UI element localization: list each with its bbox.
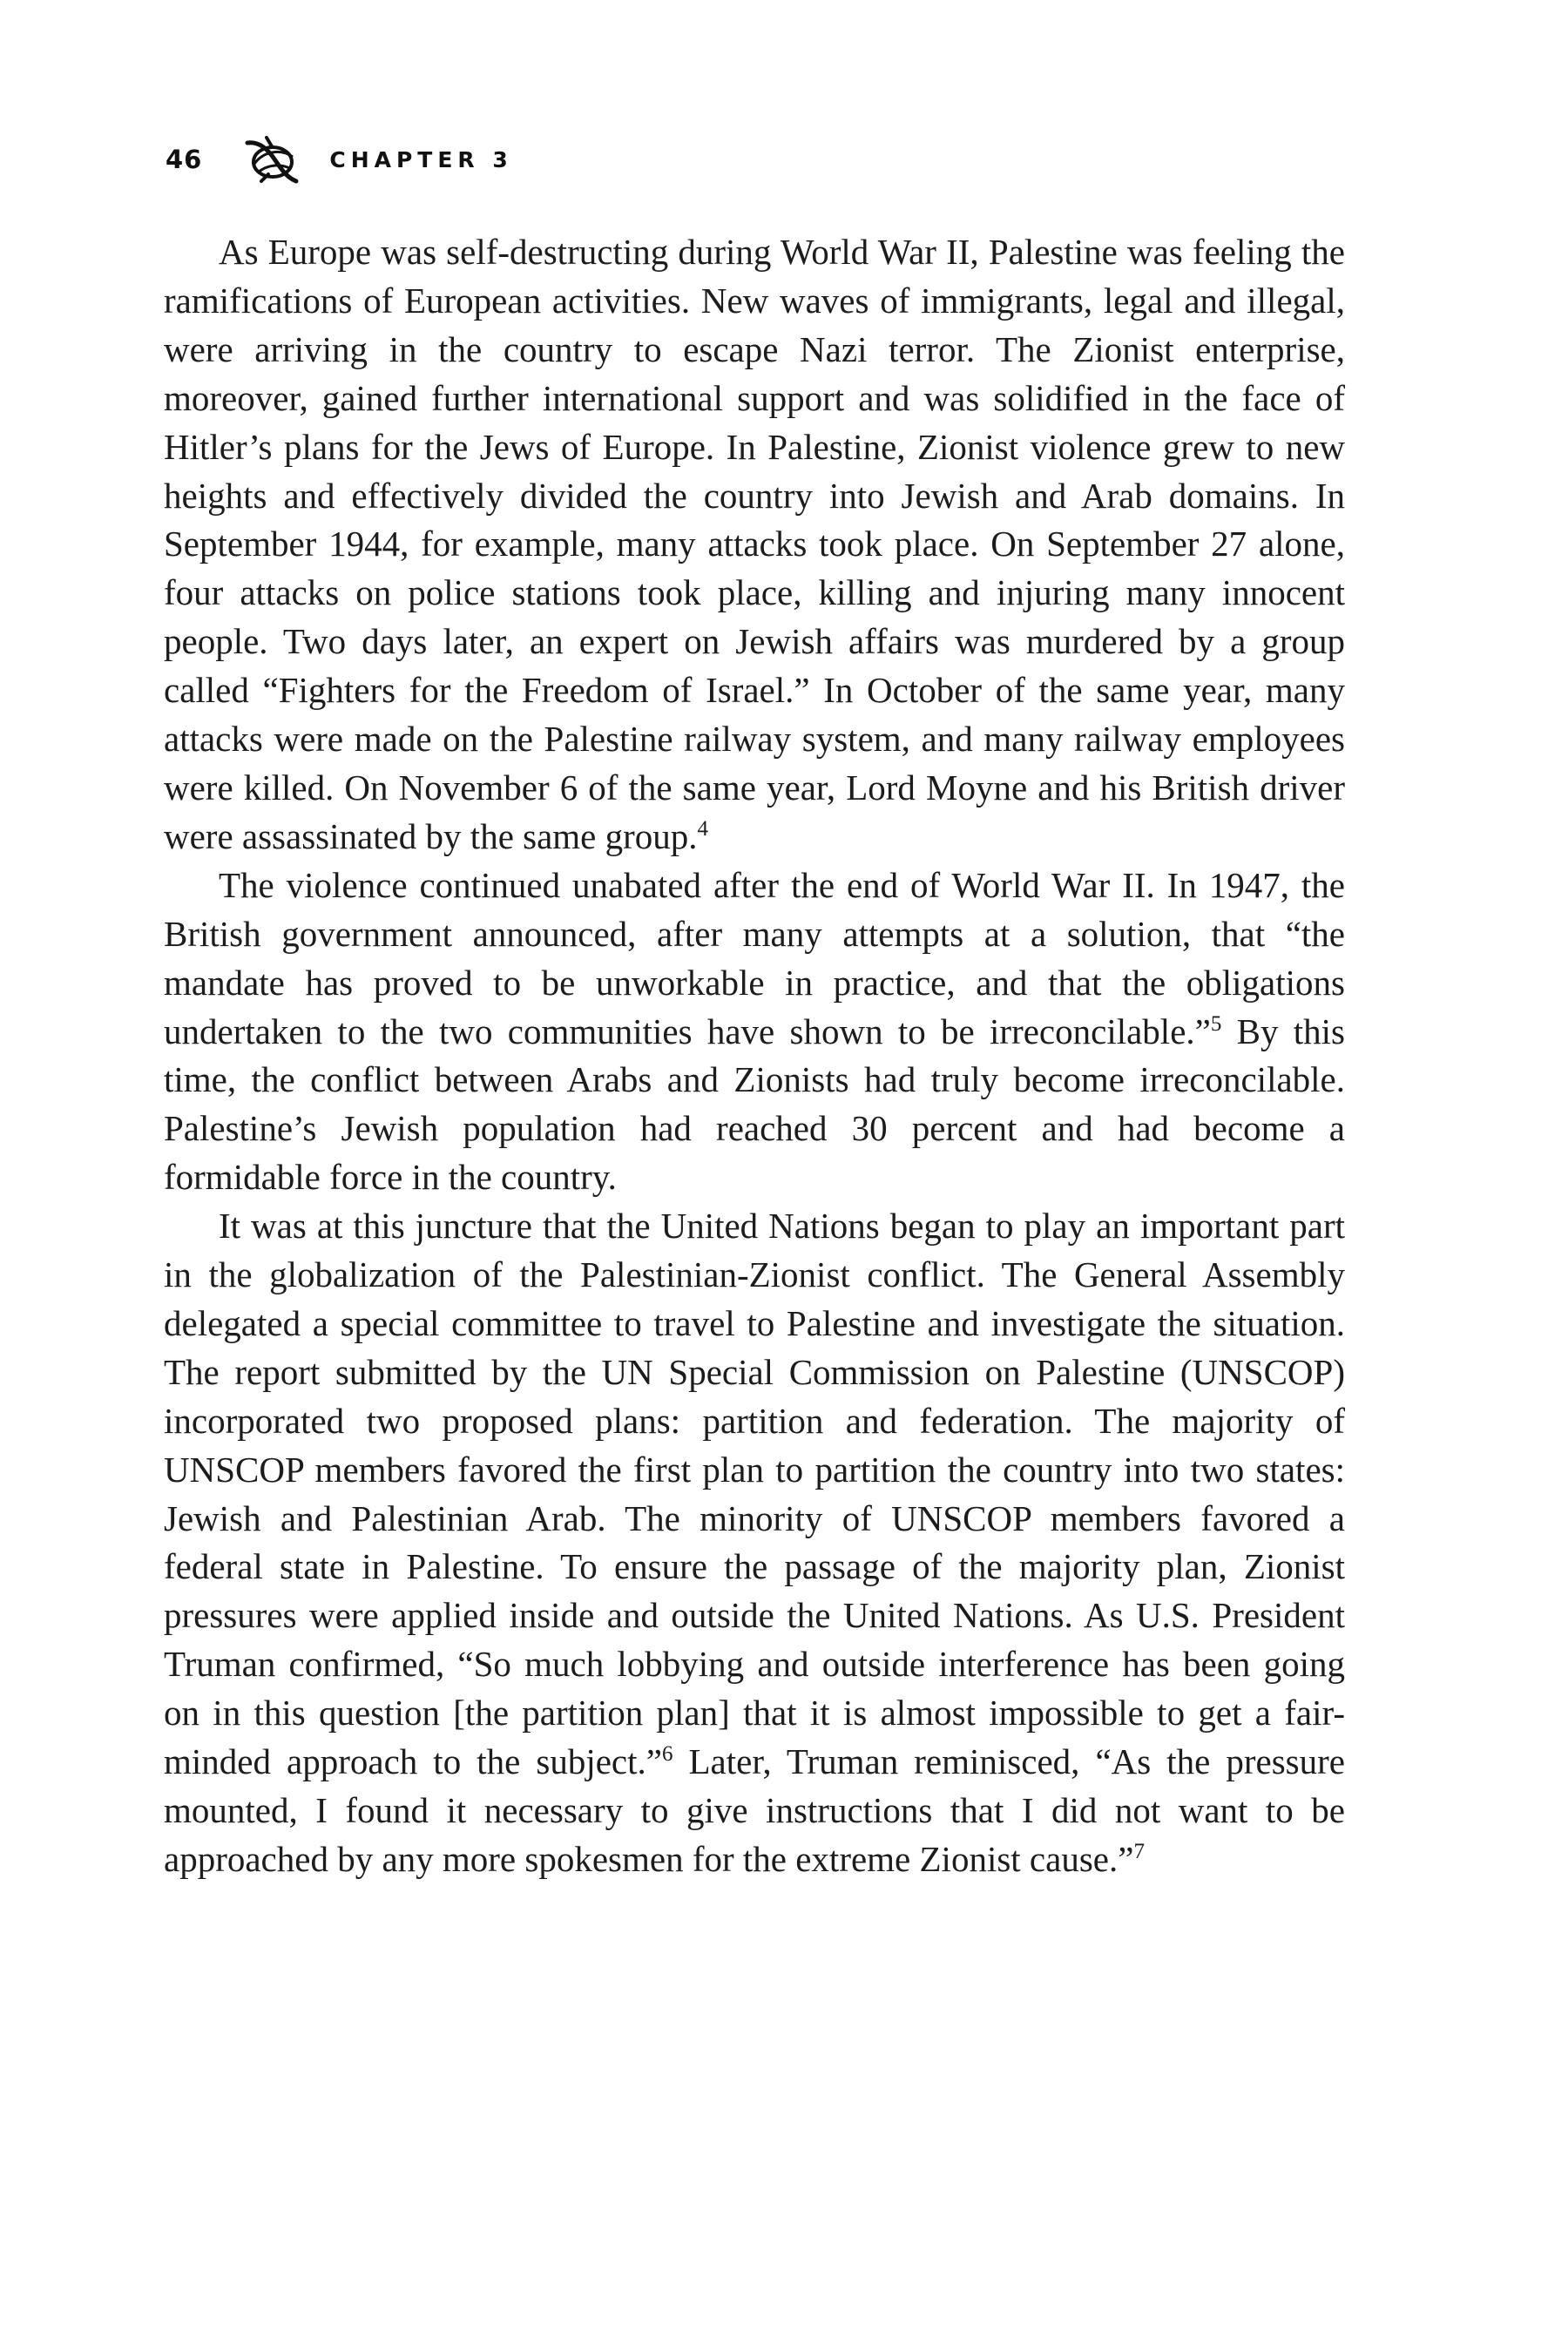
footnote-marker-4: 4	[697, 816, 709, 841]
footnote-marker-5: 5	[1210, 1011, 1222, 1036]
paragraph-3	[164, 1202, 1345, 1884]
paragraph-text: The violence continued unabated after the end of World War II. In 1947, the British government announced, after many attempts at a solution, that “the mandate has proved to be unworkable in practice, and that the obligations undertaken to the two communities have shown to be irreconcilable.”	[164, 864, 1345, 1051]
body-text	[164, 228, 1345, 1884]
paragraph-text: Later, Truman reminisced, “As the pressure mounted, I found it necessary to give instructions that I did not want to be approached by any more spokesmen for the extreme Zionist cause.”	[164, 1741, 1345, 1879]
paragraph-2	[164, 862, 1345, 1202]
footnote-marker-6: 6	[661, 1742, 673, 1767]
paragraph-text: As Europe was self-destructing during World War II, Palestine was feeling the ramifications of European activities. New waves of immigrants, legal and illegal, were arriving in the country to escape Nazi terror. The Zionist enterprise, moreover, gained further international support and was solidified in the face of Hitler’s plans for the Jews of Europe. In Palestine, Zionist violence grew to new heights and effectively divided the country into Jewish and Arab domains. In September 1944, for example, many attacks took place. On September 27 alone, four attacks on police stations took place, killing and injuring many innocent people. Two days later, an expert on Jewish affairs was murdered by a group called “Fighters for the Freedom of Israel.” In October of the same year, many attacks were made on the Palestine railway system, and many railway employees were killed. On November 6 of the same year, Lord Moyne and his British driver were assassinated by the same group.	[164, 232, 1345, 856]
chapter-label: CHAPTER 3	[329, 146, 513, 172]
paragraph-1	[164, 228, 1345, 862]
paragraph-text: By this time, the conflict between Arabs and Zionists had truly become irreconcilable. Palestine’s Jewish population had reached 30 percent and had become a formidable force in the country.	[164, 1010, 1345, 1198]
paragraph-text: It was at this juncture that the United Nations began to play an important part in the globalization of the Palestinian-Zionist conflict. The General Assembly delegated a special committee to travel to Palestine and investigate the situation. The report submitted by the UN Special Commission on Palestine (UNSCOP) incorporated two proposed plans: partition and federation. The majority of UNSCOP members favored the first plan to partition the country into two states: Jewish and Palestinian Arab. The minority of UNSCOP members favored a federal state in Palestine. To ensure the passage of the majority plan, Zionist pressures were applied inside and outside the United Nations. As U.S. President Truman confirmed, “So much lobbying and outside interference has been going on in this question [the partition plan] that it is almost impossible to get a fair-minded approach to the subject.”	[164, 1206, 1345, 1782]
globe-ornament-icon	[242, 134, 300, 185]
page-number: 46	[166, 145, 203, 174]
footnote-marker-7: 7	[1133, 1839, 1145, 1863]
running-head	[166, 129, 513, 190]
